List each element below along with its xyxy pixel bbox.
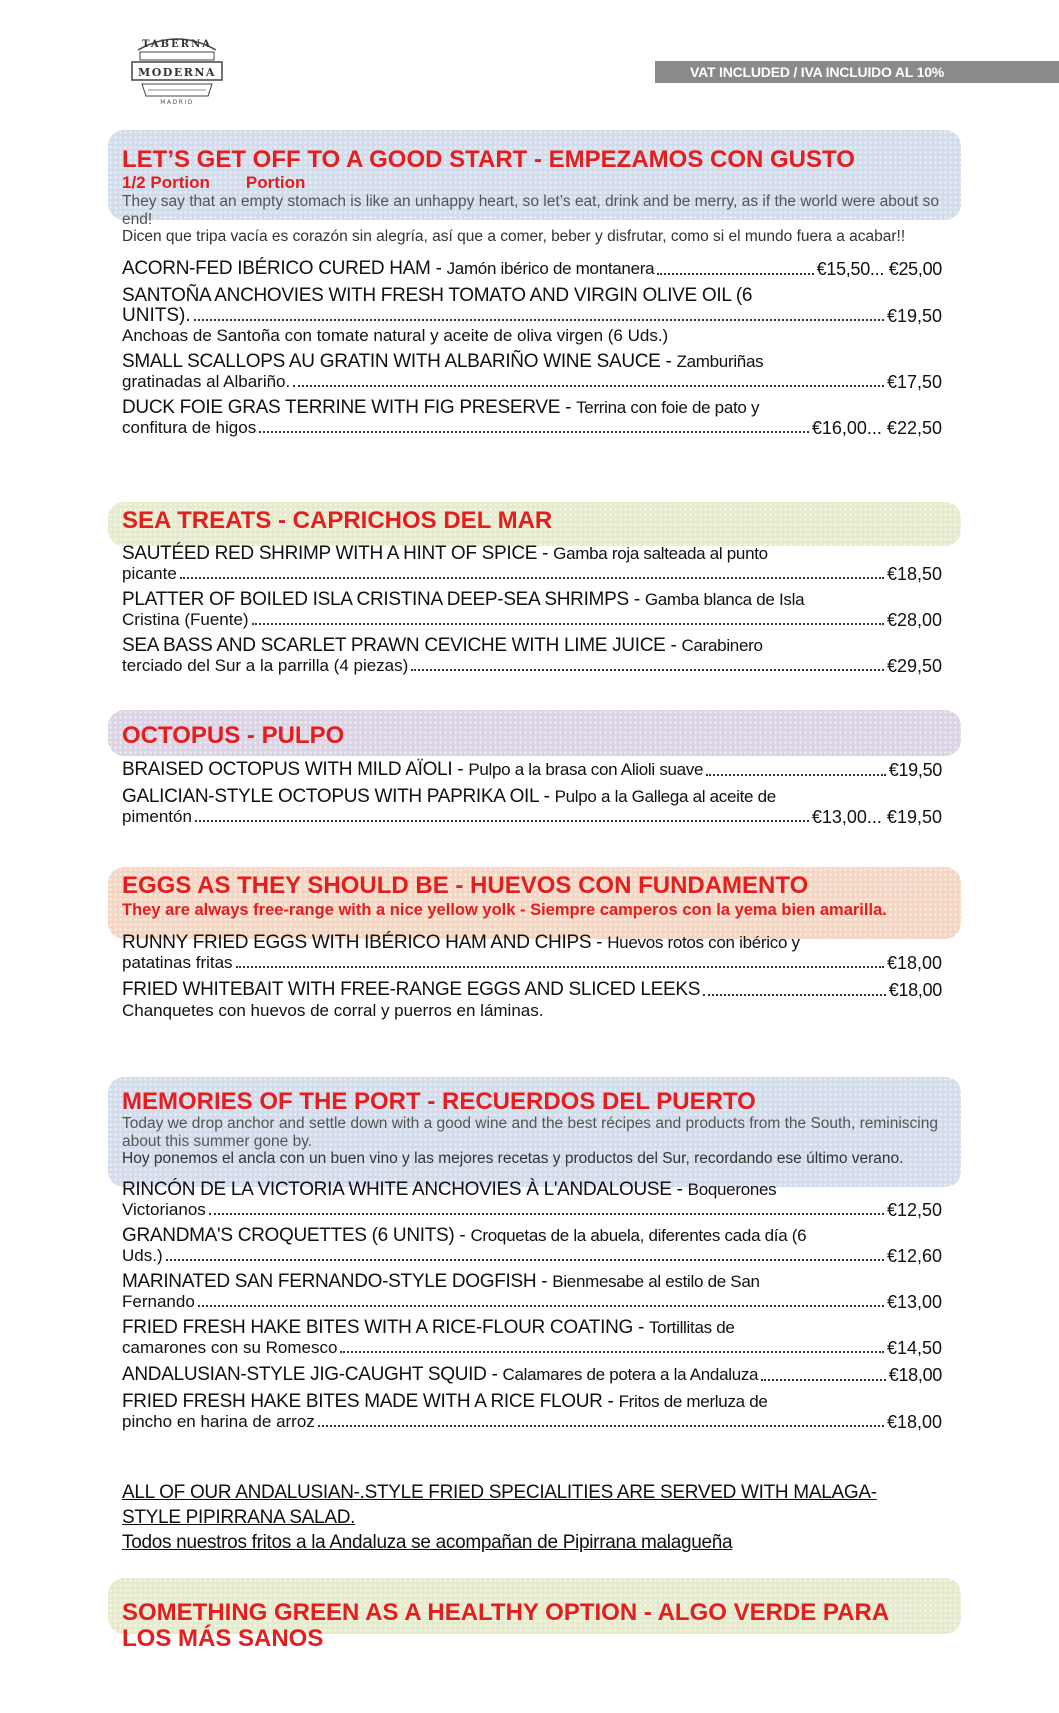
item-name-es: Bienmesabe al estilo de San: [552, 1271, 760, 1291]
item-price: €13,00... €19,50: [811, 807, 942, 827]
item-name: FRIED FRESH HAKE BITES MADE WITH A RICE FLOUR: [122, 1390, 603, 1412]
item-name-cont: confitura de higos: [122, 417, 257, 437]
menu-item: SMALL SCALLOPS AU GRATIN WITH ALBARIÑO WINE SAUCE - Zamburiñas gratinadas al Albariño. €17,50: [122, 350, 942, 392]
item-name-es: Fritos de merluza de: [618, 1391, 768, 1411]
item-name: GALICIAN-STYLE OCTOPUS WITH PAPRIKA OIL: [122, 786, 539, 807]
item-name: GRANDMA'S CROQUETTES (6 UNITS): [122, 1224, 455, 1246]
section-title: SEA TREATS - CAPRICHOS DEL MAR: [122, 507, 553, 534]
logo-line1: TABERNA: [142, 39, 212, 50]
portion-header: [122, 173, 942, 193]
item-name-es: Chanquetes con huevos de corral y puerros en láminas.: [122, 1001, 544, 1020]
section-sea-treats: [122, 508, 942, 676]
item-name-es: Jamón ibérico de montanera: [446, 258, 655, 278]
item-name-cont: Victorianos: [122, 1199, 206, 1219]
item-name-cont: Fernando: [122, 1291, 195, 1311]
item-price: €19,50: [888, 760, 942, 780]
item-price: €14,50: [886, 1337, 942, 1358]
section-title: EGGS AS THEY SHOULD BE - HUEVOS CON FUNDAMENTO: [122, 872, 809, 899]
item-name-cont: UNITS).: [122, 304, 191, 326]
intro-es: Dicen que tripa vacía es corazón sin alegría, así que a comer, beber y disfrutar, como si el mundo fuera a acabar!!: [122, 228, 906, 245]
menu-item: SAUTÉED RED SHRIMP WITH A HINT OF SPICE - Gamba roja salteada al punto picante €18,50: [122, 543, 942, 584]
item-price: €18,00: [888, 1364, 942, 1385]
item-price: €29,50: [886, 656, 942, 676]
item-name-es: Huevos rotos con ibérico y: [607, 933, 800, 952]
menu-item: FRIED FRESH HAKE BITES WITH A RICE-FLOUR COATING - Tortillitas de camarones con su Romesco €14,50: [122, 1316, 942, 1358]
item-name: BRAISED OCTOPUS WITH MILD AÏOLI: [122, 759, 453, 780]
section-eggs: [122, 873, 942, 1021]
item-name-cont: terciado del Sur a la parrilla (4 piezas): [122, 656, 409, 675]
item-name-cont: camarones con su Romesco: [122, 1337, 338, 1357]
item-name: DUCK FOIE GRAS TERRINE WITH FIG PRESERVE: [122, 396, 561, 418]
item-name-cont: picante: [122, 564, 177, 583]
section-green: [122, 1600, 942, 1652]
item-name-es: Pulpo a la Gallega al aceite de: [554, 787, 776, 806]
menu-item: [122, 979, 942, 1021]
section-octopus: [122, 723, 942, 827]
section-title: MEMORIES OF THE PORT - RECUERDOS DEL PUERTO: [122, 1088, 756, 1115]
item-price: €19,50: [886, 305, 942, 326]
taberna-moderna-logo: [128, 30, 226, 106]
half-portion-label: 1/2 Portion: [122, 173, 210, 192]
menu-item: DUCK FOIE GRAS TERRINE WITH FIG PRESERVE - Terrina con foie de pato y confitura de higos €16,00... €22,50: [122, 396, 942, 438]
item-price: €28,00: [886, 610, 942, 630]
item-name-es: Croquetas de la abuela, diferentes cada día (6: [470, 1225, 807, 1245]
item-name-es: Terrina con foie de pato y: [576, 397, 760, 417]
logo-line2: MODERNA: [138, 66, 216, 79]
section-subtitle: They are always free-range with a nice yellow yolk - Siempre camperos con la yema bien amarilla.: [122, 901, 887, 919]
item-price: €16,00... €22,50: [811, 417, 942, 438]
section-title-cont: LOS MÁS SANOS: [122, 1625, 324, 1652]
item-name-cont: pimentón: [122, 807, 192, 826]
item-name: ACORN-FED IBÉRICO CURED HAM: [122, 257, 431, 279]
intro-en: Today we drop anchor and settle down with a good wine and the best récipes and products from the South, reminiscing about this summer gone by.: [122, 1115, 938, 1150]
vat-label: VAT INCLUDED / IVA INCLUIDO AL 10%: [690, 64, 945, 80]
item-name: FRIED WHITEBAIT WITH FREE-RANGE EGGS AND SLICED LEEKS: [122, 979, 701, 1000]
item-name: PLATTER OF BOILED ISLA CRISTINA DEEP-SEA SHRIMPS: [122, 589, 629, 610]
item-name-cont: patatinas fritas: [122, 953, 233, 972]
item-name-es: Gamba roja salteada al punto: [553, 544, 768, 563]
item-price: €15,50... €25,00: [816, 258, 942, 279]
menu-item: FRIED FRESH HAKE BITES MADE WITH A RICE FLOUR - Fritos de merluza de pincho en harina de arroz €18,00: [122, 1390, 942, 1432]
item-name-es: Zamburiñas: [676, 351, 764, 371]
section-memories: [122, 1089, 942, 1432]
intro-es: Hoy ponemos el ancla con un buen vino y las mejores recetas y productos del Sur, recordando ese último verano.: [122, 1150, 904, 1167]
item-price: €17,50: [886, 371, 942, 392]
intro-en: They say that an empty stomach is like an unhappy heart, so let’s eat, drink and be merry, as if the world were about so end!: [122, 193, 940, 228]
item-name-cont: Uds.): [122, 1245, 163, 1265]
item-name-cont: pincho en harina de arroz: [122, 1411, 315, 1431]
item-name: MARINATED SAN FERNANDO-STYLE DOGFISH: [122, 1270, 537, 1292]
item-name-cont: gratinadas al Albariño.: [122, 371, 291, 391]
item-name-es: Carabinero: [681, 636, 763, 655]
item-price: €12,50: [886, 1199, 942, 1220]
section-starters: [122, 147, 942, 438]
menu-item: GALICIAN-STYLE OCTOPUS WITH PAPRIKA OIL - Pulpo a la Gallega al aceite de pimentón €13,00... €19,50: [122, 786, 942, 827]
menu-item: ACORN-FED IBÉRICO CURED HAM - Jamón ibérico de montanera €15,50... €25,00: [122, 257, 942, 279]
item-name-cont: Cristina (Fuente): [122, 610, 249, 629]
item-name-es: Boquerones: [687, 1179, 777, 1199]
menu-item: MARINATED SAN FERNANDO-STYLE DOGFISH - Bienmesabe al estilo de San Fernando €13,00: [122, 1270, 942, 1312]
fried-note: [122, 1480, 912, 1555]
item-name: RUNNY FRIED EGGS WITH IBÉRICO HAM AND CHIPS: [122, 932, 592, 953]
item-price: €18,00: [886, 1411, 942, 1432]
item-price: €18,00: [886, 953, 942, 973]
item-name-es: Gamba blanca de Isla: [644, 590, 805, 609]
section-title: SOMETHING GREEN AS A HEALTHY OPTION - ALGO VERDE PARA: [122, 1599, 890, 1626]
menu-item: [122, 286, 942, 346]
section-title: OCTOPUS - PULPO: [122, 722, 345, 749]
menu-item: PLATTER OF BOILED ISLA CRISTINA DEEP-SEA SHRIMPS - Gamba blanca de Isla Cristina (Fuente) €28,00: [122, 589, 942, 630]
item-name: SAUTÉED RED SHRIMP WITH A HINT OF SPICE: [122, 543, 538, 564]
item-price: €18,00: [888, 980, 942, 1000]
fried-note-en: ALL OF OUR ANDALUSIAN-.STYLE FRIED SPECIALITIES ARE SERVED WITH MALAGA-STYLE PIPIRRANA SALAD.: [122, 1482, 877, 1528]
item-price: €18,50: [886, 564, 942, 584]
item-name-es: Tortillitas de: [648, 1317, 735, 1337]
item-name: SANTOÑA ANCHOVIES WITH FRESH TOMATO AND VIRGIN OLIVE OIL (6: [122, 284, 753, 306]
item-name: FRIED FRESH HAKE BITES WITH A RICE-FLOUR COATING: [122, 1316, 633, 1338]
item-name: SMALL SCALLOPS AU GRATIN WITH ALBARIÑO WINE SAUCE: [122, 350, 661, 372]
menu-item: RINCÓN DE LA VICTORIA WHITE ANCHOVIES À L'ANDALOUSE - Boquerones Victorianos €12,50: [122, 1178, 942, 1220]
menu-item: ANDALUSIAN-STYLE JIG-CAUGHT SQUID - Calamares de potera a la Andaluza €18,00: [122, 1363, 942, 1385]
full-portion-label: Portion: [245, 173, 306, 192]
item-price: €13,00: [886, 1291, 942, 1312]
menu-item: RUNNY FRIED EGGS WITH IBÉRICO HAM AND CHIPS - Huevos rotos con ibérico y patatinas fritas €18,00: [122, 932, 942, 973]
item-name: ANDALUSIAN-STYLE JIG-CAUGHT SQUID: [122, 1363, 487, 1385]
item-price: €12,60: [886, 1245, 942, 1266]
menu-item: SEA BASS AND SCARLET PRAWN CEVICHE WITH LIME JUICE - Carabinero terciado del Sur a la parrilla (4 piezas) €29,50: [122, 635, 942, 676]
item-name: SEA BASS AND SCARLET PRAWN CEVICHE WITH LIME JUICE: [122, 635, 666, 656]
item-name-es: Anchoas de Santoña con tomate natural y aceite de oliva virgen (6 Uds.): [122, 325, 669, 345]
item-name-es: Pulpo a la brasa con Alioli suave: [468, 760, 704, 779]
item-name-es: Calamares de potera a la Andaluza: [502, 1364, 759, 1384]
item-name: RINCÓN DE LA VICTORIA WHITE ANCHOVIES À L'ANDALOUSE: [122, 1178, 672, 1200]
menu-item: BRAISED OCTOPUS WITH MILD AÏOLI - Pulpo a la brasa con Alioli suave €19,50: [122, 759, 942, 780]
menu-item: GRANDMA'S CROQUETTES (6 UNITS) - Croquetas de la abuela, diferentes cada día (6 Uds.) €12,60: [122, 1224, 942, 1266]
section-title: LET’S GET OFF TO A GOOD START - EMPEZAMOS CON GUSTO: [122, 146, 855, 173]
logo-line3: MADRID: [160, 99, 194, 106]
fried-note-es: Todos nuestros fritos a la Andaluza se acompañan de Pipirrana malagueña: [122, 1532, 733, 1553]
